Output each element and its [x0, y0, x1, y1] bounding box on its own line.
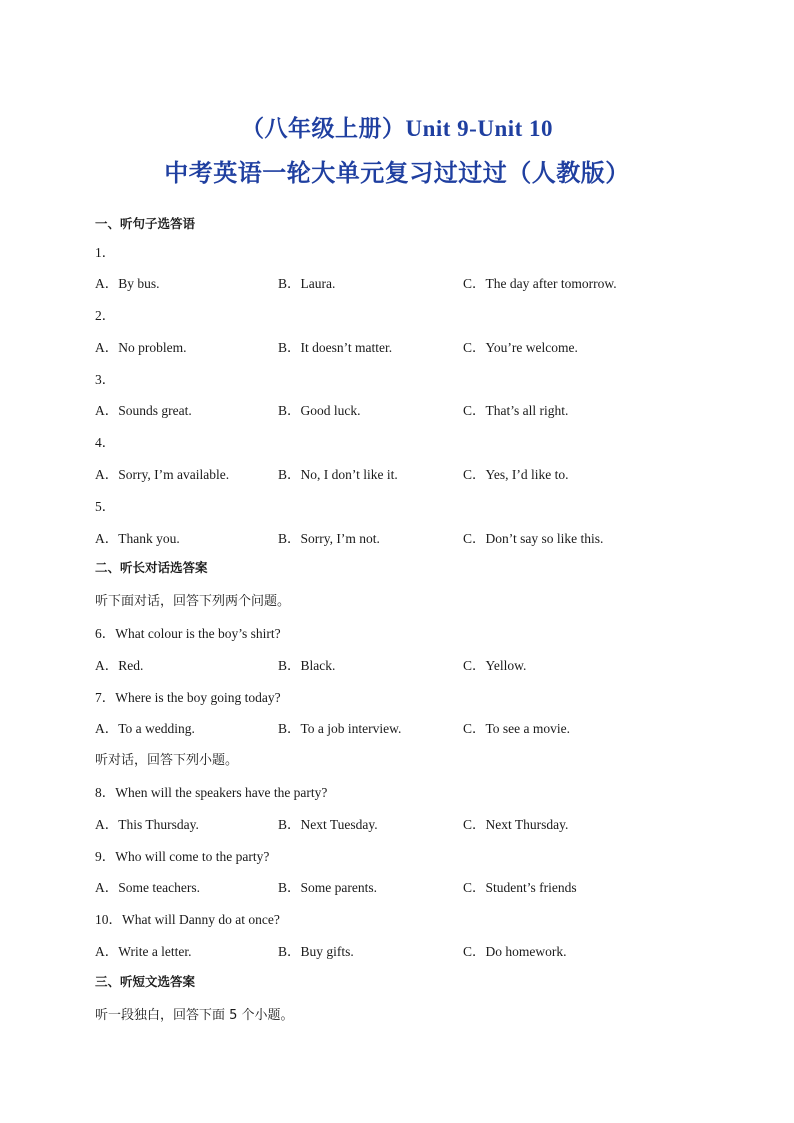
q4-option-a: A．Sorry, I’m available.: [95, 467, 230, 482]
question-1: 1．: [95, 245, 116, 260]
question-5: 5．: [95, 499, 116, 514]
section-heading-3: 三、听短文选答案: [95, 974, 196, 989]
q7-option-b: B．To a job interview.: [278, 721, 402, 736]
q3-option-b: B．Good luck.: [278, 403, 361, 418]
q6-option-a: A．Red.: [95, 658, 144, 673]
question-9: 9．Who will come to the party?: [95, 849, 270, 864]
question-7: 7．Where is the boy going today?: [95, 690, 281, 705]
q6-option-c: C．Yellow.: [463, 658, 527, 673]
instruction-2: 听对话，回答下列小题。: [95, 753, 239, 768]
q9-option-c: C．Student’s friends: [463, 880, 577, 895]
q8-option-b: B．Next Tuesday.: [278, 817, 378, 832]
page-title: （八年级上册）Unit 9-Unit 10: [240, 116, 554, 141]
section-heading-2: 二、听长对话选答案: [95, 560, 208, 575]
q9-option-a: A．Some teachers.: [95, 880, 200, 895]
question-4: 4．: [95, 435, 116, 450]
q8-option-a: A．This Thursday.: [95, 817, 199, 832]
instruction-3: 听一段独白，回答下面 5 个小题。: [95, 1008, 294, 1023]
q6-option-b: B．Black.: [278, 658, 336, 673]
instruction-1: 听下面对话，回答下列两个问题。: [95, 594, 291, 609]
q5-option-b: B．Sorry, I’m not.: [278, 531, 380, 546]
q2-option-c: C．You’re welcome.: [463, 340, 578, 355]
q9-option-b: B．Some parents.: [278, 880, 377, 895]
q1-option-a: A．By bus.: [95, 276, 160, 291]
q5-option-a: A．Thank you.: [95, 531, 180, 546]
q3-option-a: A．Sounds great.: [95, 403, 192, 418]
q5-option-c: C．Don’t say so like this.: [463, 531, 604, 546]
q10-option-c: C．Do homework.: [463, 944, 567, 959]
page-subtitle: 中考英语一轮大单元复习过过过（人教版）: [164, 161, 630, 187]
q10-option-a: A．Write a letter.: [95, 944, 192, 959]
question-10: 10．What will Danny do at once?: [95, 912, 280, 927]
q7-option-a: A．To a wedding.: [95, 721, 195, 736]
q3-option-c: C．That’s all right.: [463, 403, 569, 418]
q8-option-c: C．Next Thursday.: [463, 817, 569, 832]
q1-option-c: C．The day after tomorrow.: [463, 276, 617, 291]
q2-option-a: A．No problem.: [95, 340, 187, 355]
q10-option-b: B．Buy gifts.: [278, 944, 354, 959]
section-heading-1: 一、听句子选答语: [95, 216, 196, 231]
question-2: 2．: [95, 308, 116, 323]
question-3: 3．: [95, 372, 116, 387]
q4-option-c: C．Yes, I’d like to.: [463, 467, 569, 482]
q2-option-b: B．It doesn’t matter.: [278, 340, 393, 355]
question-6: 6．What colour is the boy’s shirt?: [95, 626, 281, 641]
q4-option-b: B．No, I don’t like it.: [278, 467, 398, 482]
q7-option-c: C．To see a movie.: [463, 721, 571, 736]
q1-option-b: B．Laura.: [278, 276, 336, 291]
question-8: 8．When will the speakers have the party?: [95, 785, 328, 800]
